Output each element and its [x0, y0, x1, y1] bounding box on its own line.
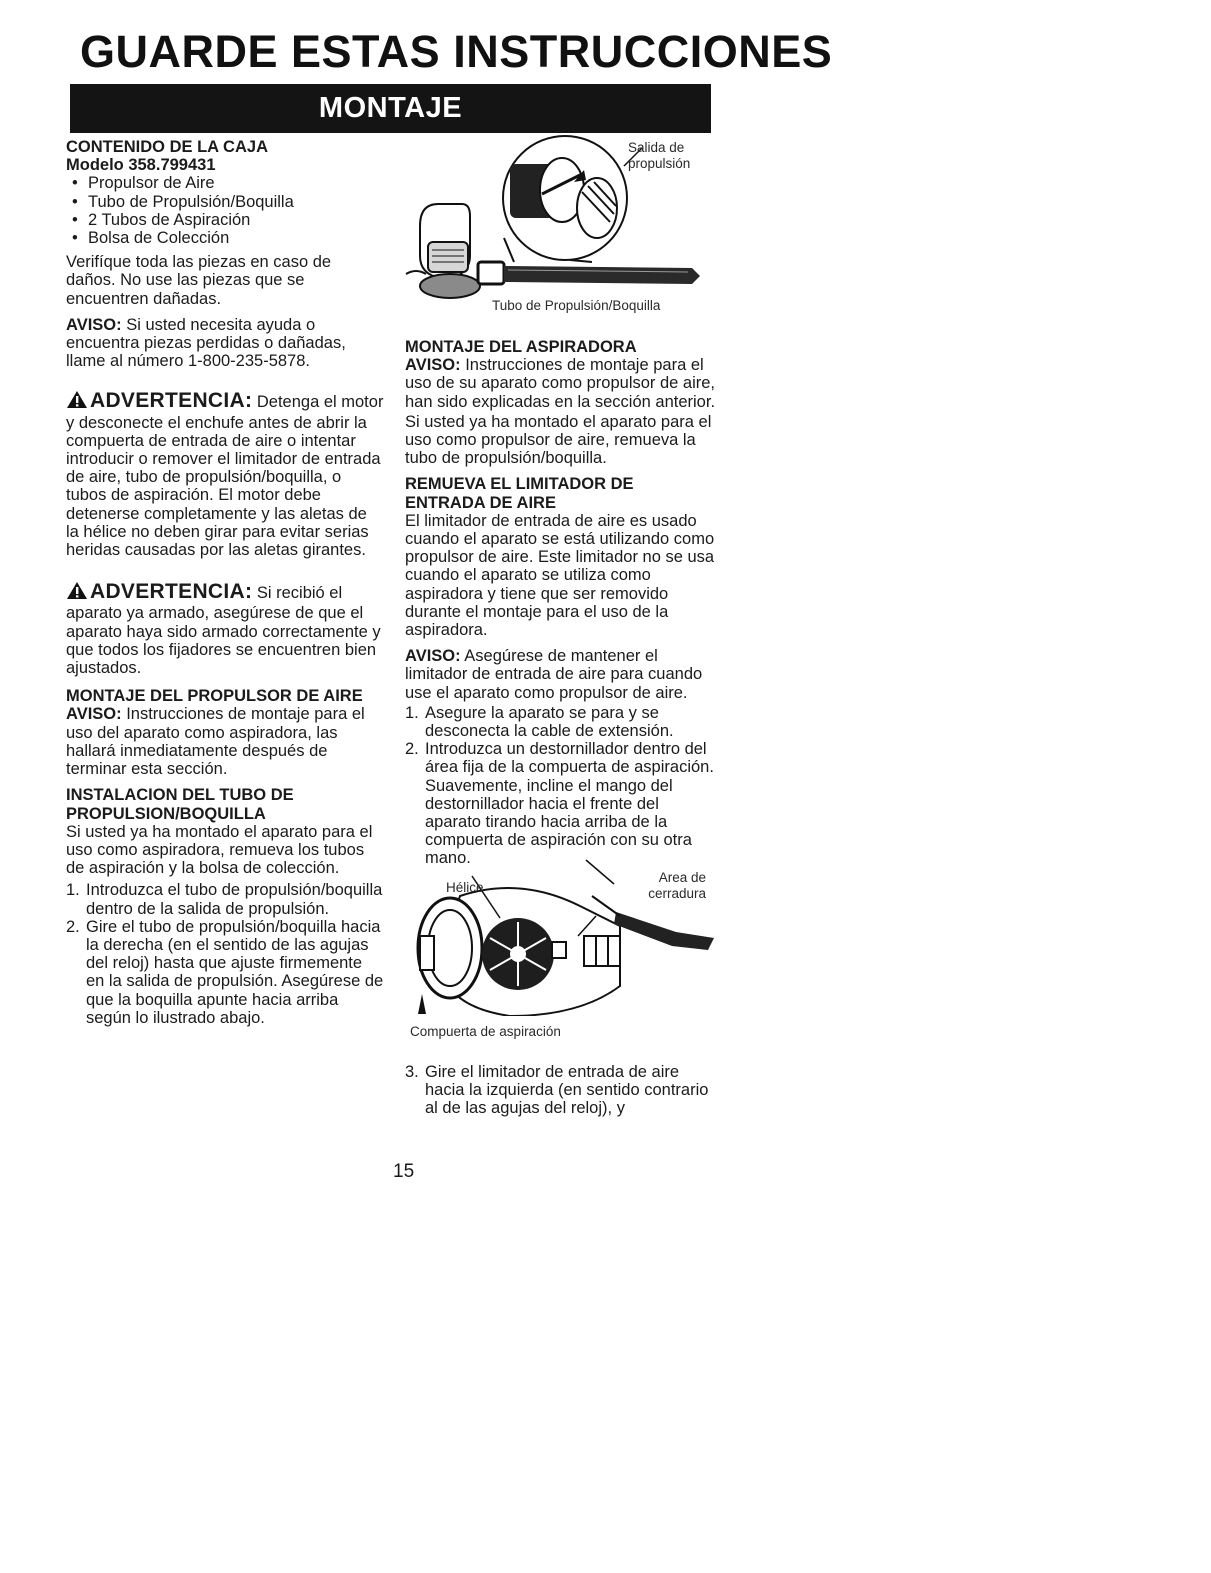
tube-intro-paragraph: Si usted ya ha montado el aparato para el uso como aspiradora, remueva los tubos de aspiración y la bolsa de colección. — [66, 822, 373, 878]
aviso-label: AVISO: — [405, 647, 461, 666]
lock-area-label: Area de cerradura — [648, 870, 706, 901]
step-text: Gire el limitador de entrada de aire hacia la izquierda (en sentido contrario al de las agujas del reloj), y — [425, 1063, 709, 1118]
section-banner: MONTAJE — [70, 84, 711, 133]
vacuum-steps-list — [405, 704, 717, 868]
vacuum-step-3 — [405, 1063, 717, 1124]
aviso-text: Instrucciones de montaje para el uso de su aparato como propulsor de aire, han sido explicadas en la sección anterior. — [405, 356, 716, 411]
vacuum-steps-list-continued — [405, 1063, 717, 1118]
aviso-text: Instrucciones de montaje para el uso del aparato como aspiradora, las hallará inmediatamente después de terminar esta sección. — [66, 705, 365, 779]
aviso-label: AVISO: — [405, 356, 461, 375]
list-item — [66, 881, 384, 917]
blower-assembly-heading: MONTAJE DEL PROPULSOR DE AIRE — [66, 687, 363, 706]
warning-triangle-icon — [66, 581, 88, 604]
list-item — [405, 1063, 717, 1118]
tube-install-heading: INSTALACION DEL TUBO DE PROPULSION/BOQUILLA — [66, 786, 294, 823]
page-title: GUARDE ESTAS INSTRUCCIONES — [80, 26, 833, 77]
tube-steps-list — [66, 881, 384, 1027]
warning-block-1 — [66, 390, 384, 559]
vacuum-assembly-heading: MONTAJE DEL ASPIRADORA — [405, 338, 637, 356]
warning-title: ADVERTENCIA: — [90, 389, 253, 413]
model-number: Modelo 358.799431 — [66, 156, 216, 175]
box-contents-list — [66, 174, 384, 247]
list-item — [66, 918, 384, 1027]
box-contents-heading: CONTENIDO DE LA CAJA — [66, 138, 268, 156]
warning-block-2 — [66, 581, 384, 677]
step-text: Asegure la aparato se para y se desconecta la cable de extensión. — [425, 703, 674, 741]
right-column — [405, 338, 717, 874]
list-item: • Bolsa de Colección — [72, 229, 384, 247]
warning-title: ADVERTENCIA: — [90, 580, 253, 604]
step-text: Introduzca un destornillador dentro del área fija de la compuerta de aspiración. Suavemente, incline el mango del destornillador hacia el frente del aparato tirando hacia arriba de la compuerta de aspiración con su otra mano. — [425, 740, 714, 868]
warning-text: Detenga el motor y desconecte el enchufe antes de abrir la compuerta de entrada de aire o intentar introducir o remover el limitador de entrada de aire, tubo de propulsión/boquilla, o tubos de aspiración. El motor debe detenerse completamente y las aletas de la hélice no deben girar para evitar serias heridas causadas por las aletas girantes. — [66, 393, 384, 560]
step-text: Introduzca el tubo de propulsión/boquilla dentro de la salida de propulsión. — [86, 881, 383, 918]
list-item — [405, 704, 717, 740]
aviso-vacuum-paragraph — [405, 356, 717, 411]
page-number: 15 — [393, 1161, 415, 1182]
step-number: 1. — [405, 703, 419, 722]
left-column — [66, 138, 384, 1033]
list-item: • Propulsor de Aire — [72, 174, 384, 192]
list-item: • 2 Tubos de Aspiración — [72, 211, 384, 229]
verify-paragraph: Verifíque toda las piezas en caso de daños. No use las piezas que se encuentren dañadas. — [66, 253, 332, 308]
aviso-label: AVISO: — [66, 315, 122, 334]
step-number: 3. — [405, 1063, 419, 1081]
limiter-heading: REMUEVA EL LIMITADOR DE ENTRADA DE AIRE — [405, 475, 634, 512]
outlet-label-text: Salida de propulsión — [628, 140, 691, 171]
vacuum-paragraph: Si usted ya ha montado el aparato para el uso como propulsor de aire, remueva la tubo de propulsión/boquilla. — [405, 412, 712, 468]
aviso-text: Asegúrese de mantener el limitador de entrada de aire para cuando use el aparato como propulsor de aire. — [405, 647, 703, 702]
impeller-door-illustration — [400, 856, 730, 1056]
aviso-text: Si usted necesita ayuda o encuentra piezas perdidas o dañadas, llame al número 1-800-235-5878. — [66, 315, 346, 371]
impeller-label: Hélice — [446, 880, 484, 895]
aviso-label: AVISO: — [66, 705, 122, 724]
blower-tube-illustration — [392, 134, 722, 324]
warning-triangle-icon — [66, 390, 88, 413]
list-item — [405, 740, 717, 867]
step-number: 1. — [66, 881, 80, 900]
step-number: 2. — [405, 740, 419, 759]
step-number: 2. — [66, 917, 80, 936]
aviso-blower-paragraph — [66, 705, 384, 778]
outlet-label — [628, 140, 708, 172]
warning-text: Si recibió el aparato ya armado, asegúrese de que el aparato haya sido armado correctamente y que todos los fijadores se encuentren bien ajustados. — [66, 584, 381, 678]
limiter-paragraph: El limitador de entrada de aire es usado cuando el aparato se está utilizando como propulsor de aire. Este limitador no se usa cuando el aparato se utiliza como aspiradora y tiene que ser removido durante el montaje para el uso de la aspiradora. — [405, 511, 715, 640]
list-item: • Tubo de Propulsión/Boquilla — [72, 193, 384, 211]
intake-door-label: Compuerta de aspiración — [410, 1024, 561, 1039]
aviso-limiter-paragraph — [405, 647, 717, 702]
step-text: Gire el tubo de propulsión/boquilla hacia la derecha (en el sentido de las agujas del reloj) hasta que ajuste firmemente en la salida de propulsión. Asegúrese de que la boquilla apunte hacia arriba según lo ilustrado abajo. — [86, 917, 384, 1027]
tube-label: Tubo de Propulsión/Boquilla — [492, 298, 661, 313]
aviso-help-paragraph — [66, 316, 384, 371]
